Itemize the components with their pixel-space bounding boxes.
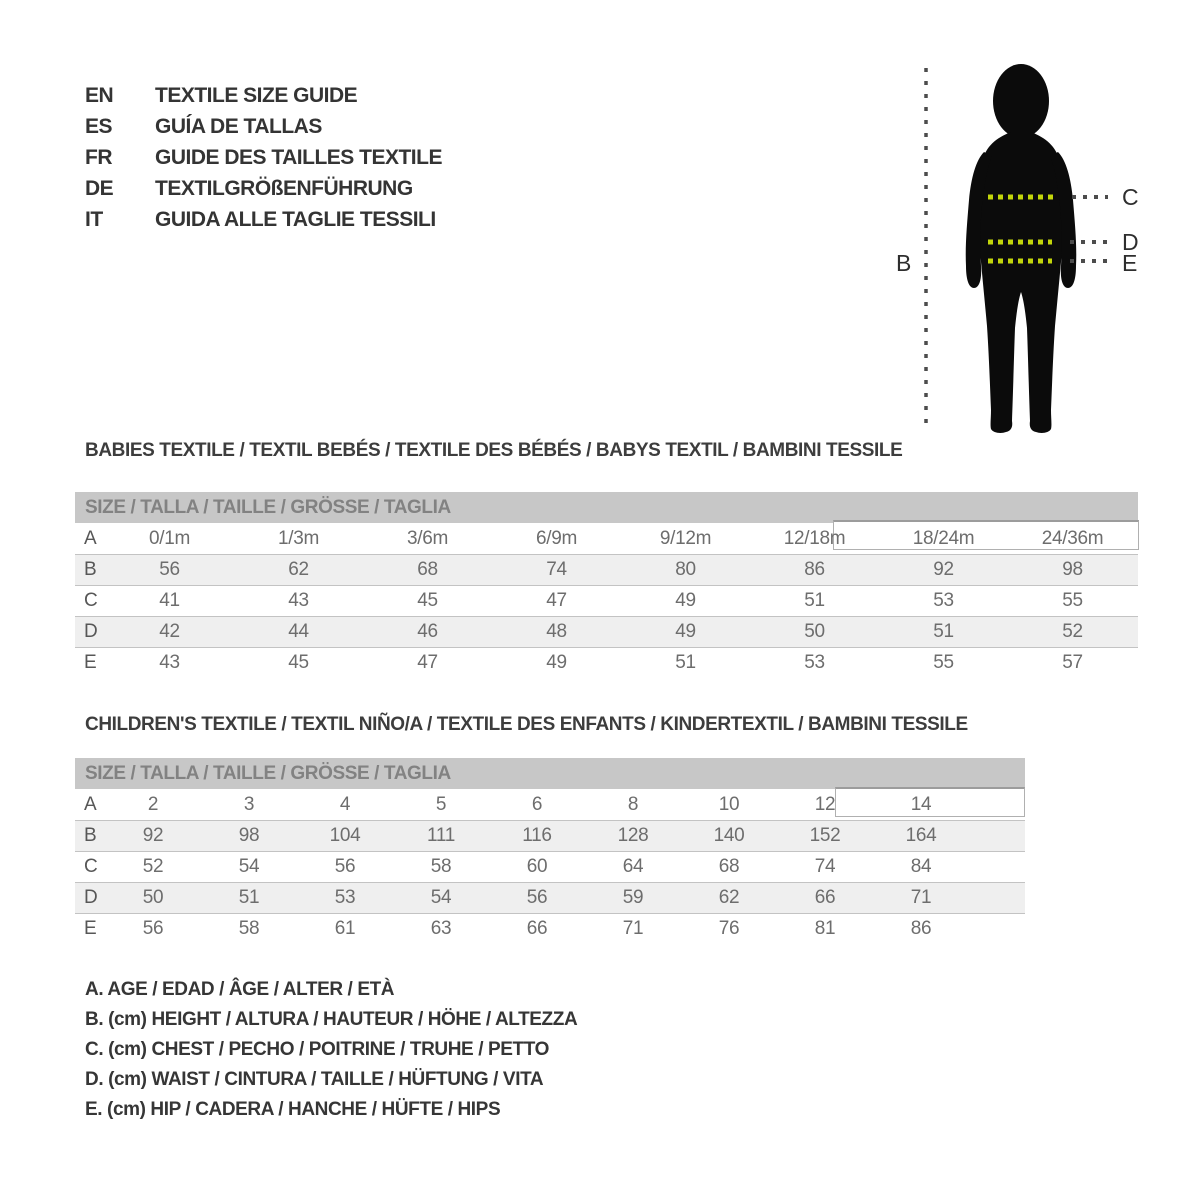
row-label: B xyxy=(84,559,97,580)
table-cell: 62 xyxy=(718,887,740,908)
table-cell: 84 xyxy=(910,856,932,877)
table-cell: 42 xyxy=(159,621,180,642)
language-title: TEXTILE SIZE GUIDE xyxy=(155,84,358,107)
table-row xyxy=(75,523,1138,554)
table-row xyxy=(75,851,1025,882)
table-cell: 58 xyxy=(238,918,260,939)
table-cell: 5 xyxy=(435,793,447,815)
row-label: C xyxy=(84,856,98,877)
table-cell: 63 xyxy=(430,918,452,939)
table-cell: 48 xyxy=(546,621,567,642)
table-cell: 81 xyxy=(814,918,836,939)
table-cell: 71 xyxy=(622,918,644,939)
table-cell: 45 xyxy=(417,590,438,611)
table-row xyxy=(75,820,1025,851)
table-cell: 54 xyxy=(238,856,260,877)
language-row xyxy=(85,146,442,170)
hip-label: E xyxy=(1122,250,1138,276)
legend-item: C. (cm) CHEST / PECHO / POITRINE / TRUHE / PETTO xyxy=(85,1039,549,1060)
language-row xyxy=(85,84,442,108)
row-label: C xyxy=(84,590,98,611)
table-cell: 54 xyxy=(430,887,452,908)
table-cell: 53 xyxy=(334,887,356,908)
row-label: A xyxy=(84,793,97,815)
language-code: DE xyxy=(85,177,114,200)
babies-size-header: SIZE / TALLA / TAILLE / GRÖSSE / TAGLIA xyxy=(75,492,1138,523)
table-cell: 50 xyxy=(804,621,825,642)
measurement-legend xyxy=(85,979,577,1129)
table-cell: 45 xyxy=(288,652,309,673)
table-cell: 56 xyxy=(159,559,180,580)
language-row xyxy=(85,115,442,139)
table-cell: 51 xyxy=(675,652,696,673)
table-row xyxy=(75,647,1138,678)
table-cell: 56 xyxy=(526,887,548,908)
row-label: D xyxy=(84,887,98,908)
language-code: EN xyxy=(85,84,114,107)
table-cell: 140 xyxy=(713,825,745,846)
language-code: IT xyxy=(85,208,103,231)
table-cell: 58 xyxy=(430,856,452,877)
table-cell: 3 xyxy=(243,793,255,815)
legend-item: E. (cm) HIP / CADERA / HANCHE / HÜFTE / HIPS xyxy=(85,1099,501,1120)
table-cell: 43 xyxy=(159,652,180,673)
table-cell: 74 xyxy=(546,559,567,580)
table-cell: 1/3m xyxy=(277,527,320,549)
table-cell: 66 xyxy=(814,887,836,908)
children-size-table xyxy=(75,758,1025,944)
table-cell: 41 xyxy=(159,590,180,611)
language-code: FR xyxy=(85,146,112,169)
children-section-title: CHILDREN'S TEXTILE / TEXTIL NIÑO/A / TEXTILE DES ENFANTS / KINDERTEXTIL / BAMBINI TESSILE xyxy=(85,714,968,735)
table-cell: 128 xyxy=(617,825,649,846)
legend-item: B. (cm) HEIGHT / ALTURA / HAUTEUR / HÖHE / ALTEZZA xyxy=(85,1009,578,1030)
table-cell: 8 xyxy=(627,793,639,815)
table-cell: 53 xyxy=(933,590,954,611)
row-label: D xyxy=(84,621,98,642)
table-cell: 51 xyxy=(933,621,954,642)
table-cell: 51 xyxy=(804,590,825,611)
table-cell: 18/24m xyxy=(912,527,975,549)
table-cell: 104 xyxy=(329,825,361,846)
row-label: B xyxy=(84,825,97,846)
language-code: ES xyxy=(85,115,113,138)
table-cell: 98 xyxy=(1062,559,1083,580)
table-cell: 9/12m xyxy=(659,527,712,549)
table-cell: 47 xyxy=(417,652,438,673)
table-row xyxy=(75,585,1138,616)
table-cell: 164 xyxy=(905,825,937,846)
language-title: GUIDE DES TAILLES TEXTILE xyxy=(155,146,442,169)
table-cell: 66 xyxy=(526,918,548,939)
table-cell: 51 xyxy=(238,887,260,908)
table-cell: 86 xyxy=(910,918,932,939)
waist-label: D xyxy=(1122,229,1139,255)
table-cell: 50 xyxy=(142,887,164,908)
table-cell: 59 xyxy=(622,887,644,908)
table-cell: 92 xyxy=(933,559,954,580)
table-cell: 57 xyxy=(1062,652,1083,673)
table-cell: 6/9m xyxy=(535,527,578,549)
table-cell: 49 xyxy=(675,621,696,642)
table-cell: 56 xyxy=(334,856,356,877)
table-cell: 3/6m xyxy=(406,527,449,549)
table-cell: 71 xyxy=(910,887,932,908)
table-cell: 4 xyxy=(339,793,351,815)
row-label: E xyxy=(84,652,97,673)
table-cell: 68 xyxy=(718,856,740,877)
table-cell: 44 xyxy=(288,621,309,642)
height-label: B xyxy=(896,250,912,276)
table-row xyxy=(75,882,1025,913)
table-cell: 12/18m xyxy=(783,527,846,549)
table-row xyxy=(75,554,1138,585)
table-cell: 2 xyxy=(147,793,159,815)
table-cell: 56 xyxy=(142,918,164,939)
table-cell: 86 xyxy=(804,559,825,580)
table-cell: 43 xyxy=(288,590,309,611)
row-label: A xyxy=(84,527,97,549)
table-cell: 62 xyxy=(288,559,309,580)
language-title-list xyxy=(85,84,442,239)
table-cell: 47 xyxy=(546,590,567,611)
table-cell: 76 xyxy=(718,918,740,939)
table-cell: 74 xyxy=(814,856,836,877)
table-cell: 60 xyxy=(526,856,548,877)
table-row xyxy=(75,616,1138,647)
children-size-header: SIZE / TALLA / TAILLE / GRÖSSE / TAGLIA xyxy=(75,758,1025,789)
table-cell: 116 xyxy=(522,825,552,846)
babies-table-rows xyxy=(75,523,1138,678)
child-measurement-figure xyxy=(880,40,1180,460)
table-cell: 24/36m xyxy=(1041,527,1104,549)
language-title: TEXTILGRÖßENFÜHRUNG xyxy=(155,177,413,200)
table-row xyxy=(75,789,1025,820)
table-cell: 46 xyxy=(417,621,438,642)
table-cell: 55 xyxy=(933,652,954,673)
language-title: GUÍA DE TALLAS xyxy=(155,115,322,138)
babies-size-table xyxy=(75,492,1138,678)
child-silhouette xyxy=(966,64,1077,433)
table-cell: 98 xyxy=(238,825,260,846)
table-cell: 64 xyxy=(622,856,644,877)
table-cell: 52 xyxy=(1062,621,1083,642)
language-title: GUIDA ALLE TAGLIE TESSILI xyxy=(155,208,436,231)
table-cell: 80 xyxy=(675,559,696,580)
table-cell: 14 xyxy=(910,793,932,815)
table-cell: 0/1m xyxy=(148,527,191,549)
table-cell: 49 xyxy=(675,590,696,611)
table-cell: 52 xyxy=(142,856,164,877)
legend-item: A. AGE / EDAD / ÂGE / ALTER / ETÀ xyxy=(85,979,395,1000)
table-cell: 12 xyxy=(814,793,836,815)
legend-item: D. (cm) WAIST / CINTURA / TAILLE / HÜFTUNG / VITA xyxy=(85,1069,544,1090)
table-cell: 152 xyxy=(809,825,841,846)
babies-section-title: BABIES TEXTILE / TEXTIL BEBÉS / TEXTILE DES BÉBÉS / BABYS TEXTIL / BAMBINI TESSILE xyxy=(85,440,903,461)
table-row xyxy=(75,913,1025,944)
table-cell: 53 xyxy=(804,652,825,673)
table-cell: 49 xyxy=(546,652,567,673)
language-row xyxy=(85,177,442,201)
table-cell: 61 xyxy=(334,918,356,939)
table-cell: 92 xyxy=(142,825,164,846)
table-cell: 6 xyxy=(531,793,543,815)
chest-label: C xyxy=(1122,184,1139,210)
table-cell: 10 xyxy=(718,793,740,815)
table-cell: 55 xyxy=(1062,590,1083,611)
table-cell: 68 xyxy=(417,559,438,580)
children-table-rows xyxy=(75,789,1025,944)
row-label: E xyxy=(84,918,97,939)
table-cell: 111 xyxy=(427,825,455,846)
language-row xyxy=(85,208,442,232)
